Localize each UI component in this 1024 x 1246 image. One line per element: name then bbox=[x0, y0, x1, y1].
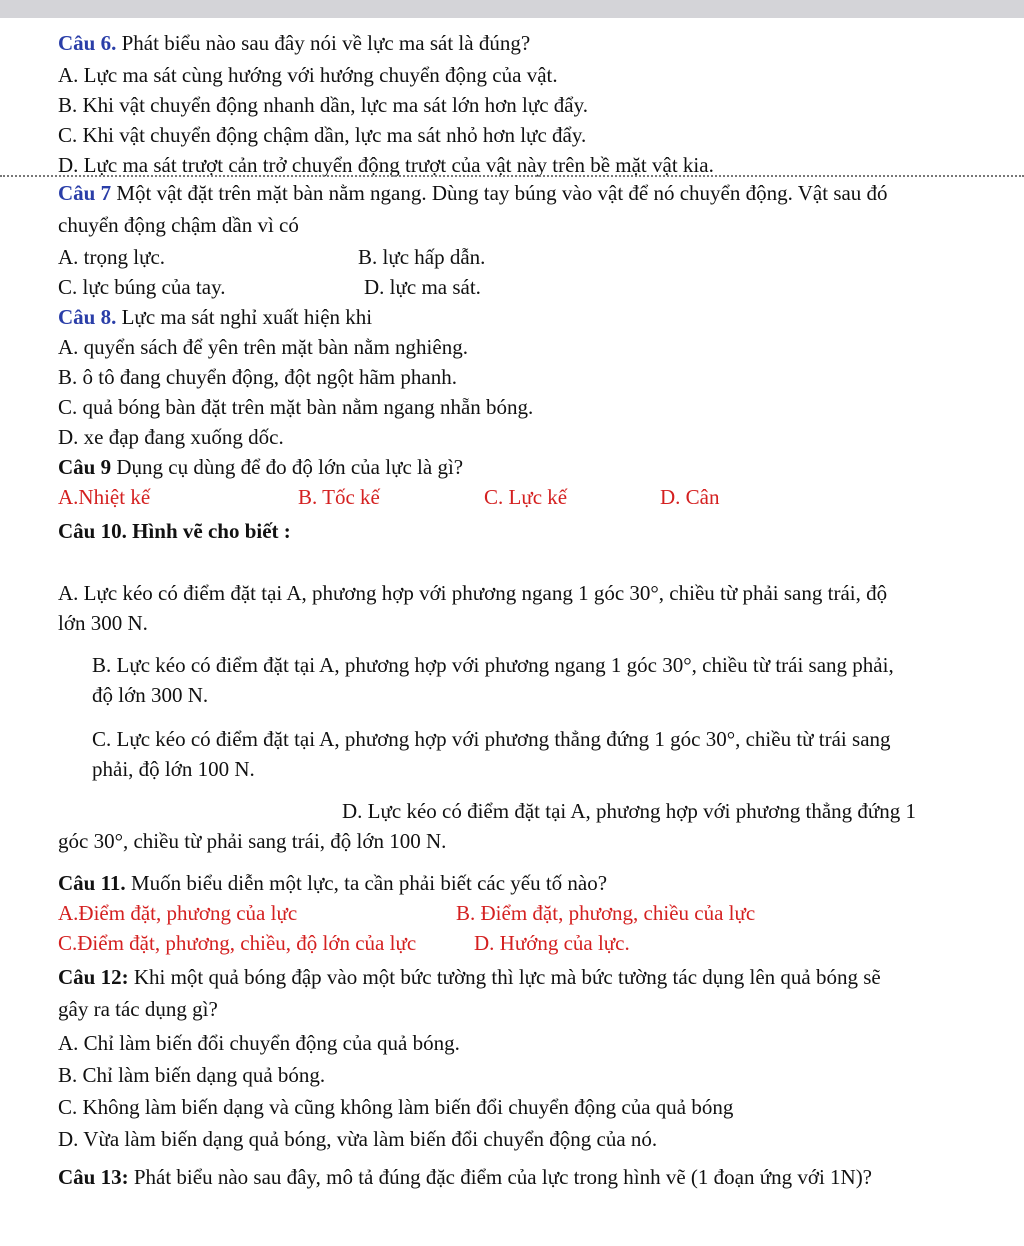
q10-option-d-line2: góc 30°, chiều từ phải sang trái, độ lớn 100 N. bbox=[58, 829, 447, 853]
q13-text: Phát biểu nào sau đây, mô tả đúng đặc điểm của lực trong hình vẽ (1 đoạn ứng với 1N)? bbox=[128, 1165, 873, 1189]
q11-option-d: D. Hướng của lực. bbox=[474, 931, 630, 955]
q7-label: Câu 7 bbox=[58, 181, 112, 205]
q10-option-d-line1: D. Lực kéo có điểm đặt tại A, phương hợp với phương thẳng đứng 1 bbox=[342, 799, 917, 823]
q13-label: Câu 13: bbox=[58, 1165, 129, 1189]
q12-text: Khi một quả bóng đập vào một bức tường thì lực mà bức tường tác dụng lên quả bóng sẽ bbox=[128, 965, 881, 989]
q11-option-b: B. Điểm đặt, phương, chiều của lực bbox=[456, 901, 756, 925]
q7-text: Một vật đặt trên mặt bàn nằm ngang. Dùng tay búng vào vật để nó chuyển động. Vật sau đó bbox=[111, 181, 888, 205]
q10-option-c-line2: phải, độ lớn 100 N. bbox=[92, 757, 255, 781]
q7-option-d: D. lực ma sát. bbox=[364, 275, 481, 299]
q11-option-a: A.Điểm đặt, phương của lực bbox=[58, 901, 298, 925]
q10-option-a-line2: lớn 300 N. bbox=[58, 611, 148, 635]
q9-options-row bbox=[58, 484, 998, 510]
q9-option-a: A.Nhiệt kế bbox=[58, 485, 151, 509]
q7-stem-line1 bbox=[58, 180, 888, 206]
q7-options-row1 bbox=[58, 244, 998, 270]
q11-label: Câu 11. bbox=[58, 871, 126, 895]
q7-option-b: B. lực hấp dẫn. bbox=[358, 245, 486, 269]
q6-option-b: B. Khi vật chuyển động nhanh dần, lực ma sát lớn hơn lực đẩy. bbox=[58, 93, 589, 117]
q12-label: Câu 12: bbox=[58, 965, 129, 989]
q11-options-row1 bbox=[58, 900, 998, 926]
q12-option-d: D. Vừa làm biến dạng quả bóng, vừa làm biến đổi chuyển động của nó. bbox=[58, 1127, 658, 1151]
q7-option-a: A. trọng lực. bbox=[58, 245, 166, 269]
q8-option-c: C. quả bóng bàn đặt trên mặt bàn nằm ngang nhẵn bóng. bbox=[58, 395, 534, 419]
q9-text: Dụng cụ dùng để đo độ lớn của lực là gì? bbox=[111, 455, 464, 479]
q9-label: Câu 9 bbox=[58, 455, 112, 479]
q6-option-c: C. Khi vật chuyển động chậm dần, lực ma sát nhỏ hơn lực đẩy. bbox=[58, 123, 587, 147]
q8-option-b: B. ô tô đang chuyển động, đột ngột hãm phanh. bbox=[58, 365, 457, 389]
q12-stem-line2: gây ra tác dụng gì? bbox=[58, 997, 218, 1021]
q6-label: Câu 6. bbox=[58, 31, 117, 55]
q9-option-d: D. Cân bbox=[660, 485, 720, 509]
top-window-bar bbox=[0, 0, 1024, 18]
q11-option-c: C.Điểm đặt, phương, chiều, độ lớn của lực bbox=[58, 931, 417, 955]
section-divider bbox=[0, 175, 1024, 177]
q8-stem bbox=[58, 304, 372, 330]
q11-text: Muốn biểu diễn một lực, ta cần phải biết các yếu tố nào? bbox=[125, 871, 608, 895]
q11-options-row2 bbox=[58, 930, 998, 956]
q12-option-a: A. Chỉ làm biến đổi chuyển động của quả bóng. bbox=[58, 1031, 460, 1055]
q8-option-a: A. quyển sách để yên trên mặt bàn nằm nghiêng. bbox=[58, 335, 468, 359]
q10-option-b-line2: độ lớn 300 N. bbox=[92, 683, 209, 707]
q9-option-b: B. Tốc kế bbox=[298, 485, 380, 509]
q6-option-a: A. Lực ma sát cùng hướng với hướng chuyển động của vật. bbox=[58, 63, 558, 87]
q6-stem bbox=[58, 30, 530, 56]
q7-stem-line2: chuyển động chậm dần vì có bbox=[58, 213, 299, 237]
q6-option-d: D. Lực ma sát trượt cản trở chuyển động trượt của vật này trên bề mặt vật kia. bbox=[58, 153, 714, 177]
q10-option-a-line1: A. Lực kéo có điểm đặt tại A, phương hợp với phương ngang 1 góc 30°, chiều từ phải sang trái, độ bbox=[58, 581, 888, 605]
q10-stem: Câu 10. Hình vẽ cho biết : bbox=[58, 519, 291, 543]
q13-stem bbox=[58, 1164, 872, 1190]
q9-stem bbox=[58, 454, 463, 480]
q8-option-d: D. xe đạp đang xuống dốc. bbox=[58, 425, 284, 449]
q12-option-b: B. Chỉ làm biến dạng quả bóng. bbox=[58, 1063, 326, 1087]
q9-option-c: C. Lực kế bbox=[484, 485, 568, 509]
q8-label: Câu 8. bbox=[58, 305, 117, 329]
q7-option-c: C. lực búng của tay. bbox=[58, 275, 226, 299]
q10-option-c-line1: C. Lực kéo có điểm đặt tại A, phương hợp với phương thẳng đứng 1 góc 30°, chiều từ trái sang bbox=[92, 727, 891, 751]
q12-option-c: C. Không làm biến dạng và cũng không làm biến đổi chuyển động của quả bóng bbox=[58, 1095, 734, 1119]
q7-options-row2 bbox=[58, 274, 998, 300]
q8-text: Lực ma sát nghỉ xuất hiện khi bbox=[116, 305, 373, 329]
q12-stem-line1 bbox=[58, 964, 881, 990]
q10-option-b-line1: B. Lực kéo có điểm đặt tại A, phương hợp với phương ngang 1 góc 30°, chiều từ trái sang phải, bbox=[92, 653, 894, 677]
q6-text: Phát biểu nào sau đây nói về lực ma sát là đúng? bbox=[116, 31, 531, 55]
q11-stem bbox=[58, 870, 607, 896]
